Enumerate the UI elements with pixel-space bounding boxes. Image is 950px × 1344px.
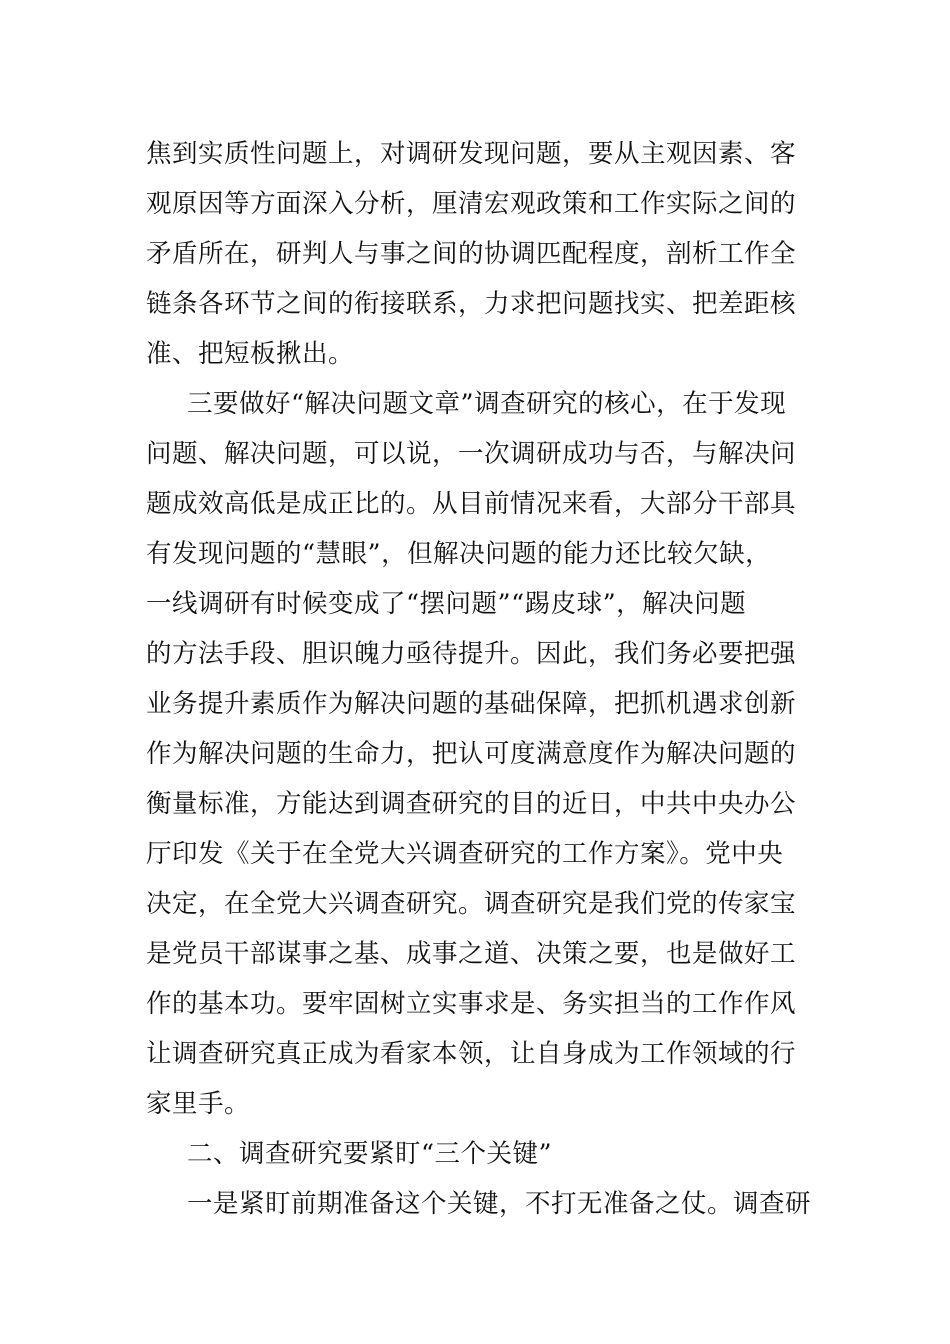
text-line: 矛盾所在，研判人与事之间的协调匹配程度，剖析工作全 [146, 239, 797, 269]
text-line: 链条各环节之间的衔接联系，力求把问题找实、把差距核 [146, 289, 797, 319]
text-line: 的方法手段、胆识魄力亟待提升。因此，我们务必要把强 [146, 639, 797, 669]
text-line: 作为解决问题的生命力，把认可度满意度作为解决问题的 [146, 739, 797, 769]
text-line: 家里手。 [146, 1089, 251, 1119]
text-line: 准、把短板揪出。 [146, 339, 355, 369]
text-line: 题成效高低是成正比的。从目前情况来看，大部分干部具 [146, 489, 797, 519]
text-line: 有发现问题的“慧眼”，但解决问题的能力还比较欠缺， [146, 539, 772, 569]
text-line: 问题、解决问题，可以说，一次调研成功与否，与解决问 [146, 439, 797, 469]
paragraph-start-line: 三要做好“解决问题文章”调查研究的核心，在于发现 [187, 389, 787, 419]
text-line: 衡量标准，方能达到调查研究的目的近日，中共中央办公 [146, 789, 797, 819]
text-line: 一线调研有时候变成了“摆问题”“踢皮球”，解决问题 [146, 589, 747, 619]
text-line: 厅印发《关于在全党大兴调查研究的工作方案》。党中央 [146, 839, 784, 869]
text-line: 让调查研究真正成为看家本领，让自身成为工作领域的行 [146, 1039, 797, 1069]
text-line: 焦到实质性问题上，对调研发现问题，要从主观因素、客 [146, 139, 797, 169]
section-heading: 二、调查研究要紧盯“三个关键” [187, 1139, 553, 1169]
text-line: 观原因等方面深入分析，厘清宏观政策和工作实际之间的 [146, 189, 797, 219]
text-line: 决定，在全党大兴调查研究。调查研究是我们党的传家宝 [146, 889, 797, 919]
text-line: 是党员干部谋事之基、成事之道、决策之要，也是做好工 [146, 939, 797, 969]
text-line: 业务提升素质作为解决问题的基础保障，把抓机遇求创新 [146, 689, 797, 719]
text-line: 作的基本功。要牢固树立实事求是、务实担当的工作作风 [146, 989, 797, 1019]
paragraph-start-line: 一是紧盯前期准备这个关键，不打无准备之仗。调查研 [187, 1189, 812, 1219]
